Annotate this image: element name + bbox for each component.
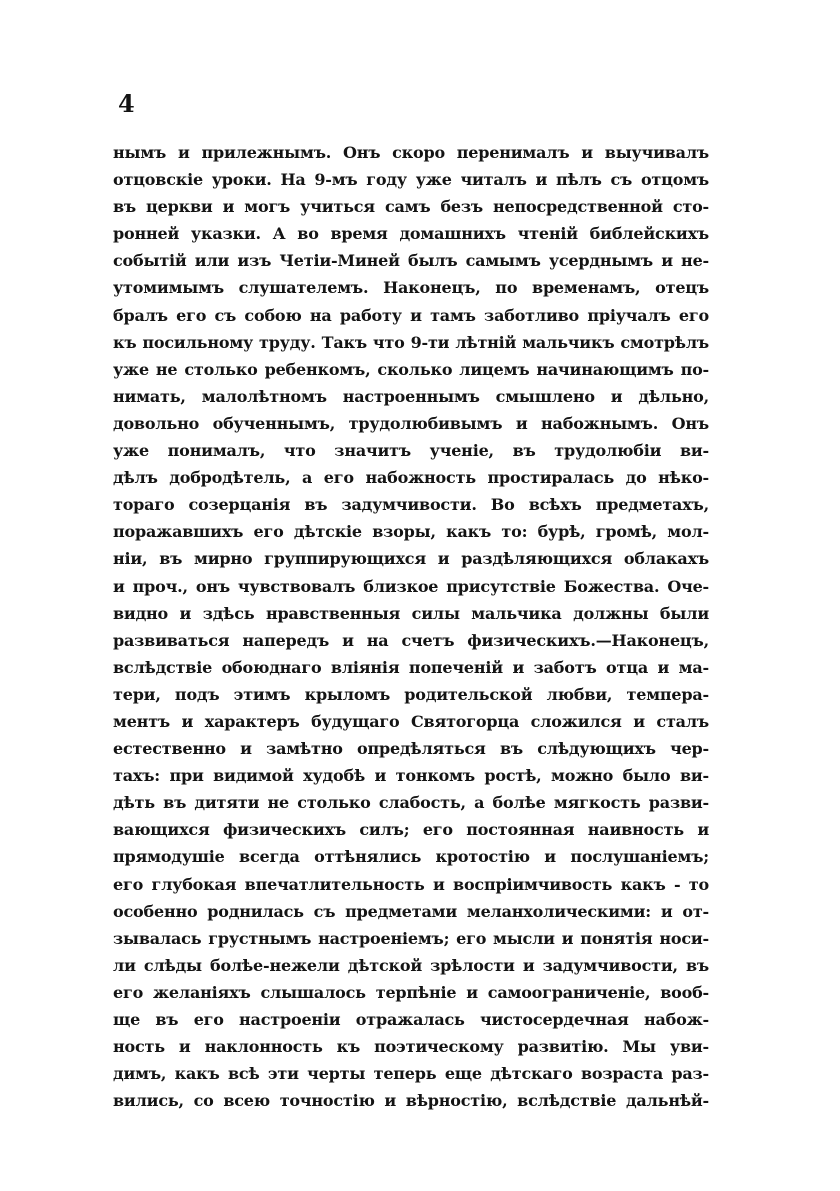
body-text: [113, 139, 709, 1114]
text-line: вающихся физическихъ силъ; его постоянная наивность и: [113, 820, 709, 840]
text-line: уже понималъ, что значитъ ученіе, въ трудолюбіи ви-: [113, 441, 709, 461]
text-line: ность и наклонность къ поэтическому развитію. Мы уви-: [113, 1037, 709, 1057]
text-line: зывалась грустнымъ настроеніемъ; его мысли и понятія носи-: [113, 928, 709, 948]
text-line: уже не столько ребенкомъ, сколько лицемъ начинающимъ по-: [113, 359, 709, 379]
text-line: естественно и замѣтно опредѣляться въ слѣдующихъ чер-: [113, 739, 709, 759]
text-line: ронней указки. А во время домашнихъ чтеній библейскихъ: [113, 224, 709, 244]
text-line: дѣлъ добродѣтель, а его набожность простиралась до нѣко-: [113, 468, 709, 488]
text-line: отцовскіе уроки. На 9-мъ году уже читалъ и пѣлъ съ отцомъ: [113, 170, 709, 190]
text-line: бралъ его съ собою на работу и тамъ заботливо пріучалъ его: [113, 305, 709, 325]
text-line: и проч., онъ чувствовалъ близкое присутствіе Божества. Оче-: [113, 576, 709, 596]
text-line: къ посильному труду. Такъ что 9-ти лѣтній мальчикъ смотрѣлъ: [113, 332, 709, 352]
text-line: тери, подъ этимъ крыломъ родительской любви, темпера-: [113, 684, 709, 704]
text-line: его глубокая впечатлительность и воспріимчивость какъ - то: [113, 874, 709, 894]
text-line: въ церкви и могъ учиться самъ безъ непосредственной сто-: [113, 197, 709, 217]
text-line: ментъ и характеръ будущаго Святогорца сложился и сталъ: [113, 711, 709, 731]
text-line: видно и здѣсь нравственныя силы мальчика должны были: [113, 603, 709, 623]
text-line: поражавшихъ его дѣтскіе взоры, какъ то: бурѣ, громѣ, мол-: [113, 522, 709, 542]
text-line: вились, со всею точностію и вѣрностію, вслѣдствіе дальнѣй-: [113, 1091, 709, 1111]
text-line: ніи, въ мирно группирующихся и раздѣляющихся облакахъ: [113, 549, 709, 569]
page-number: 4: [118, 89, 135, 118]
text-line: утомимымъ слушателемъ. Наконецъ, по временамъ, отецъ: [113, 278, 709, 298]
text-line: тахъ: при видимой худобѣ и тонкомъ ростѣ, можно было ви-: [113, 766, 709, 786]
text-line: димъ, какъ всѣ эти черты теперь еще дѣтскаго возраста раз-: [113, 1064, 709, 1084]
text-line: его желаніяхъ слышалось терпѣніе и самоограниченіе, вооб-: [113, 982, 709, 1002]
text-line: особенно роднилась съ предметами меланхолическими: и от-: [113, 901, 709, 921]
text-line: дѣть въ дитяти не столько слабость, а болѣе мягкость разви-: [113, 793, 709, 813]
text-line: довольно обученнымъ, трудолюбивымъ и набожнымъ. Онъ: [113, 413, 709, 433]
text-line: тораго созерцанія въ задумчивости. Во всѣхъ предметахъ,: [113, 495, 709, 515]
text-line: ще въ его настроеніи отражалась чистосердечная набож-: [113, 1010, 709, 1029]
text-line: вслѣдствіе обоюднаго вліянія попеченій и заботъ отца и ма-: [113, 657, 709, 677]
text-line: нымъ и прилежнымъ. Онъ скоро перенималъ и выучивалъ: [113, 143, 709, 162]
text-line: развиваться напередъ и на счетъ физическихъ.—Наконецъ,: [113, 630, 709, 650]
text-line: прямодушіе всегда оттѣнялись кротостію и послушаніемъ;: [113, 847, 709, 867]
text-line: нимать, малолѣтномъ настроеннымъ смышлено и дѣльно,: [113, 386, 709, 406]
text-line: событій или изъ Четіи-Миней былъ самымъ усерднымъ и не-: [113, 251, 709, 271]
text-line: ли слѣды болѣе-нежели дѣтской зрѣлости и задумчивости, въ: [113, 955, 709, 975]
